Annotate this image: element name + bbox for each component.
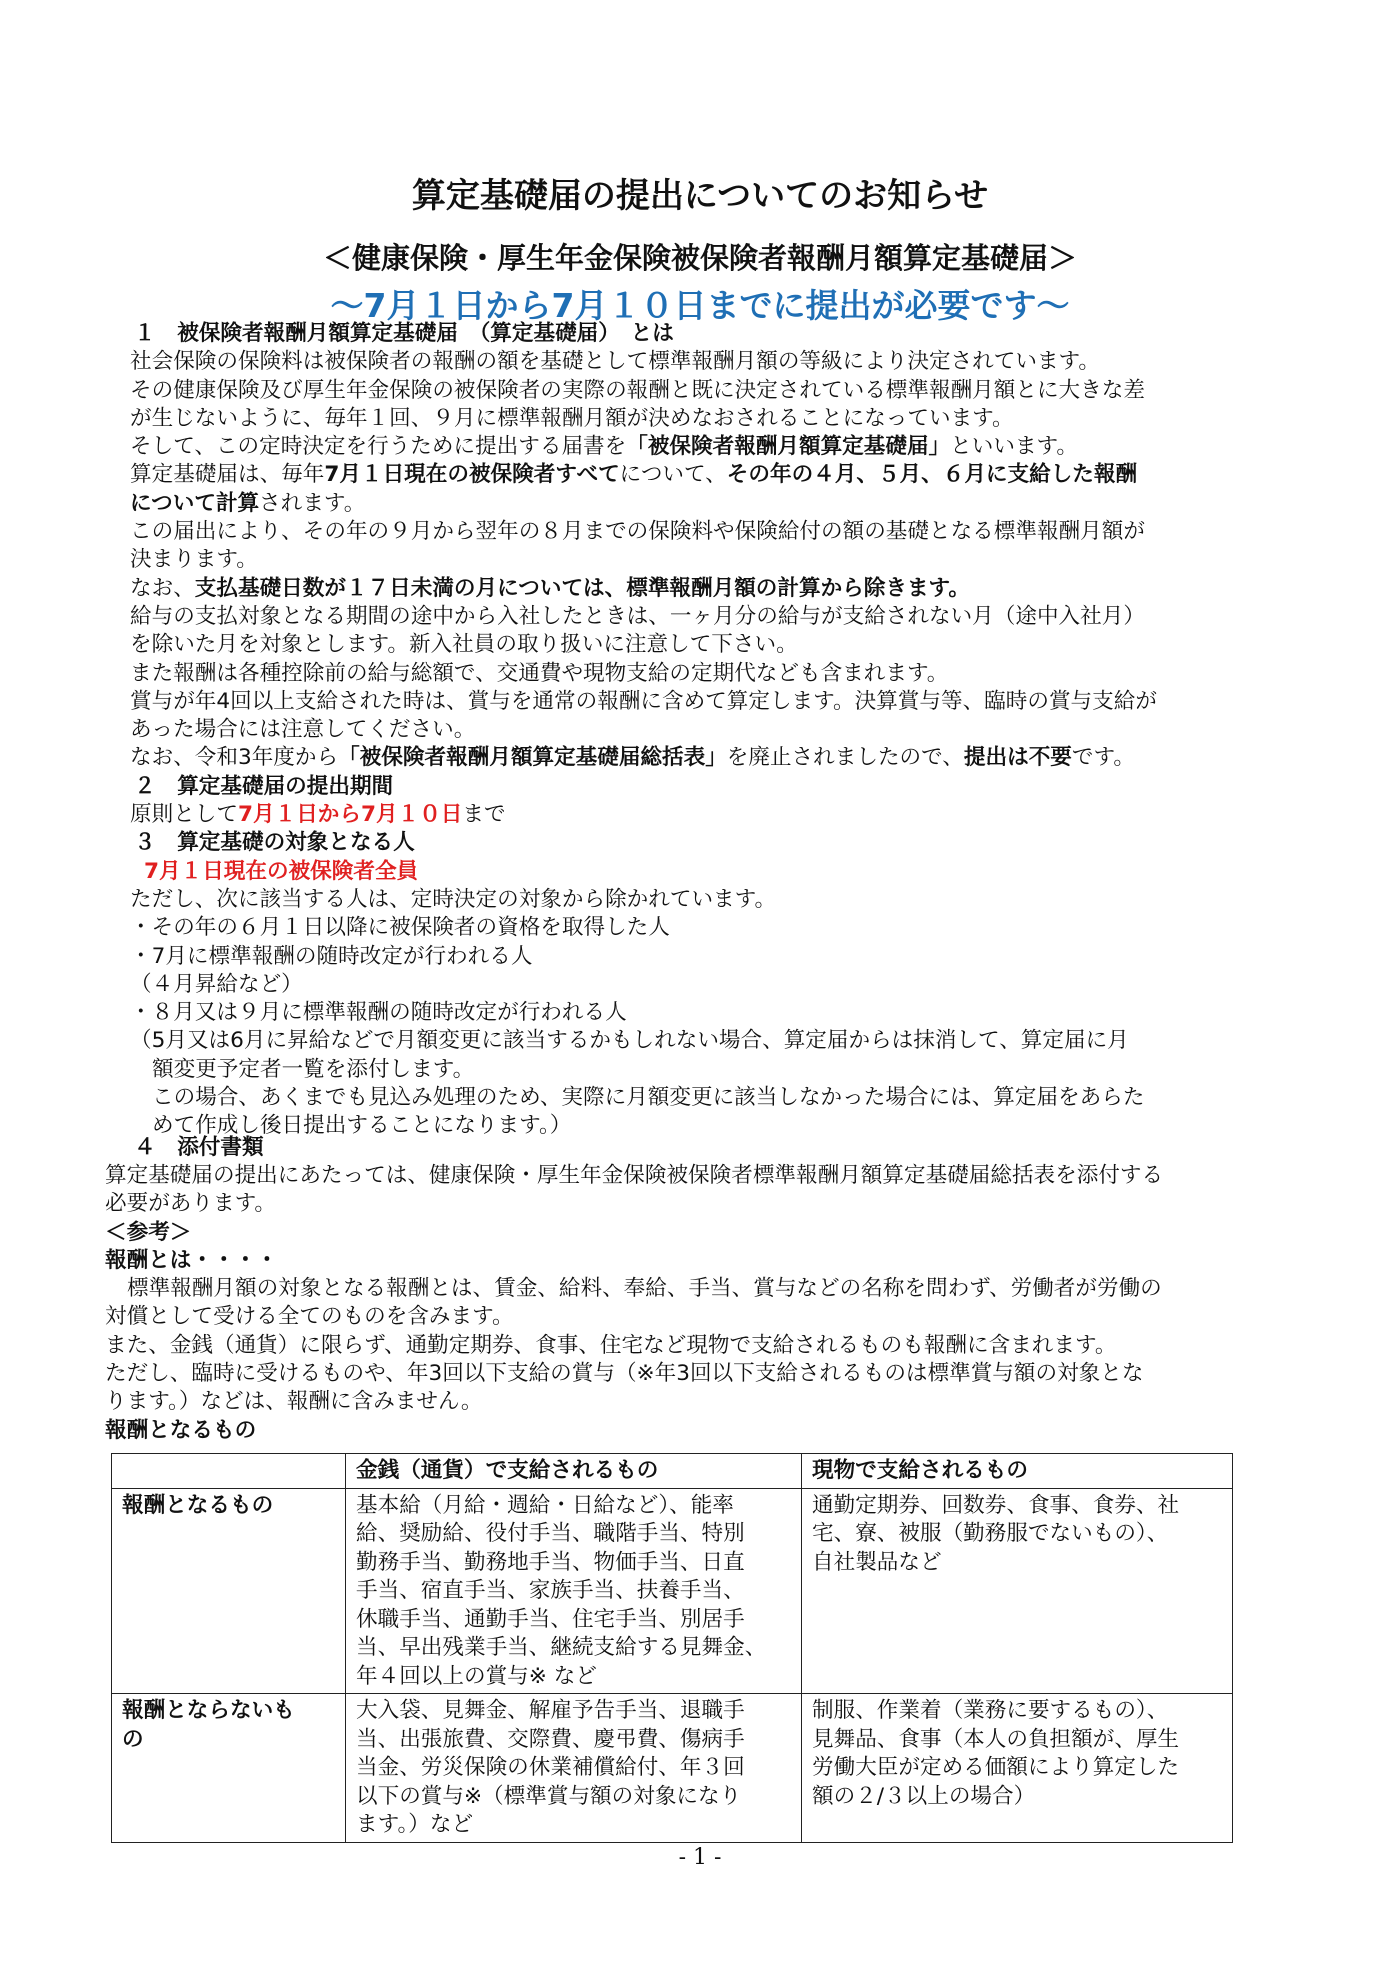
cell-line: 手当、宿直手当、家族手当、扶養手当、 <box>356 1578 745 1603</box>
paragraph <box>130 461 1300 489</box>
bold-text: について計算 <box>130 490 260 516</box>
paragraph: あった場合には注意してください。 <box>130 717 476 743</box>
text: なお、 <box>130 575 195 601</box>
text: を廃止されましたので、 <box>726 745 964 771</box>
paragraph <box>130 490 1300 518</box>
paragraph: 算定基礎届の提出にあたっては、健康保険・厚生年金保険被保険者標準報酬月額算定基礎届総括表を添付する <box>105 1163 1164 1188</box>
paragraph <box>130 575 1300 603</box>
table-header-row <box>112 1454 1233 1489</box>
table-row <box>112 1694 1233 1843</box>
paragraph <box>130 801 1300 829</box>
page-title: 算定基礎届の提出についてのお知らせ <box>411 176 989 216</box>
cell-line: ます。）など <box>356 1812 474 1837</box>
cell-line: 大入袋、見舞金、解雇予告手当、退職手 <box>356 1698 745 1723</box>
cell-line: 制服、作業着（業務に要するもの）、 <box>812 1698 1169 1723</box>
paragraph: 社会保険の保険料は被保険者の報酬の額を基礎として標準報酬月額の等級により決定されています。 <box>130 349 1100 375</box>
text: について、 <box>619 462 727 488</box>
list-item: ・８月又は９月に標準報酬の随時改定が行われる人 <box>130 1000 627 1026</box>
list-item: ・その年の６月１日以降に被保険者の資格を取得した人 <box>130 915 670 941</box>
table-header-empty <box>112 1454 346 1489</box>
highlight-text: 7月１日から7月１０日 <box>237 802 463 828</box>
paragraph: 標準報酬月額の対象となる報酬とは、賃金、給料、奉給、手当、賞与などの名称を問わず、労働者が労働の <box>127 1276 1162 1302</box>
text: そして、この定時決定を行うために提出する届書を <box>130 434 627 460</box>
note: 額変更予定者一覧を添付します。 <box>152 1056 475 1082</box>
cell-line: 通勤定期券、回数券、食事、食券、社 <box>812 1492 1180 1518</box>
page-number: - 1 - <box>678 1845 722 1870</box>
remuneration-table <box>111 1453 1233 1843</box>
section-1-heading: １ 被保険者報酬月額算定基礎届 （算定基礎届） とは <box>134 321 674 346</box>
table-row <box>112 1488 1233 1694</box>
cell-line: 給、奨励給、役付手当、職階手当、特別 <box>356 1521 745 1546</box>
cell-line: 以下の賞与※（標準賞与額の対象になり <box>356 1783 742 1809</box>
cell-line: 当、早出残業手当、継続支給する見舞金、 <box>356 1635 767 1660</box>
reference-body <box>105 1162 1305 1445</box>
table-header-kind: 現物で支給されるもの <box>802 1454 1233 1489</box>
paragraph: また報酬は各種控除前の給与総額で、交通費や現物支給の定期代なども含まれます。 <box>130 660 949 686</box>
bold-text: 「被保険者報酬月額算定基礎届総括表」 <box>338 745 727 771</box>
cell-line: の <box>122 1726 144 1752</box>
list-item: ・7月に標準報酬の随時改定が行われる人 <box>130 943 533 969</box>
text: です。 <box>1071 745 1135 771</box>
note: （5月又は6月に昇給などで月額変更に該当するかもしれない場合、算定届からは抹消して、算定届に月 <box>130 1028 1129 1054</box>
paragraph: その健康保険及び厚生年金保険の被保険者の実際の報酬と既に決定されている標準報酬月額とに大きな差 <box>130 377 1145 403</box>
note: この場合、あくまでも見込み処理のため、実際に月額変更に該当しなかった場合には、算定届をあらた <box>152 1085 1145 1111</box>
bold-text: 支払基礎日数が１７日未満の月については、標準報酬月額の計算から除きます。 <box>194 575 971 601</box>
paragraph: また、金銭（通貨）に限らず、通勤定期券、食事、住宅など現物で支給されるものも報酬に含まれます。 <box>105 1332 1117 1358</box>
section-3-heading: ３ 算定基礎の対象となる人 <box>134 830 415 856</box>
cell-line: 額の２/３以上の場合） <box>812 1783 1036 1809</box>
page-subtitle: ＜健康保険・厚生年金保険被保険者報酬月額算定基礎届＞ <box>322 241 1077 275</box>
text: 算定基礎届は、毎年 <box>130 462 325 488</box>
text: されます。 <box>259 490 366 516</box>
bold-text: 「被保険者報酬月額算定基礎届」 <box>626 434 951 460</box>
paragraph: ります。）などは、報酬に含みません。 <box>105 1389 483 1415</box>
table-caption: 報酬となるもの <box>105 1417 257 1443</box>
cell-money <box>346 1488 802 1694</box>
paragraph: この届出により、その年の９月から翌年の８月までの保険料や保険給付の額の基礎となる標準報酬月額が <box>130 519 1145 545</box>
paragraph: ただし、臨時に受けるものや、年3回以下支給の賞与（※年3回以下支給されるものは標準賞与額の対象とな <box>105 1361 1144 1387</box>
highlight-text: 7月１日現在の被保険者全員 <box>144 858 419 884</box>
reference-subheading: 報酬とは・・・・ <box>105 1247 278 1273</box>
bold-text: その年の４月、５月、６月に支給した報酬 <box>726 462 1138 488</box>
paragraph: 賞与が年4回以上支給された時は、賞与を通常の報酬に含めて算定します。決算賞与等、臨時の賞与支給が <box>130 688 1157 714</box>
row-label <box>112 1694 346 1843</box>
deadline-banner: ～7月１日から7月１０日までに提出が必要です～ <box>330 286 1070 325</box>
cell-line: 労働大臣が定める価額により算定した <box>812 1755 1180 1780</box>
document-body <box>130 320 1300 1141</box>
reference-heading: ＜参考＞ <box>105 1219 192 1245</box>
paragraph: 必要があります。 <box>105 1191 277 1217</box>
bold-text: 提出は不要 <box>963 745 1072 771</box>
paragraph: 決まります。 <box>130 547 258 573</box>
section-2-heading: ２ 算定基礎届の提出期間 <box>134 773 394 799</box>
cell-line: 宅、寮、被服（勤務服でないもの）、 <box>812 1521 1169 1546</box>
cell-line: 見舞品、食事（本人の負担額が、厚生 <box>812 1726 1180 1752</box>
list-item-note: （４月昇給など） <box>130 971 303 997</box>
table-header-money: 金銭（通貨）で支給されるもの <box>346 1454 802 1489</box>
cell-money <box>346 1694 802 1843</box>
paragraph: 給与の支払対象となる期間の途中から入社したときは、一ヶ月分の給与が支給されない月（途中入社月） <box>130 603 1145 629</box>
text: 原則として <box>130 802 238 828</box>
paragraph: が生じないように、毎年１回、９月に標準報酬月額が決めなおされることになっています。 <box>130 405 1014 431</box>
cell-line: 当、出張旅費、交際費、慶弔費、傷病手 <box>356 1726 745 1752</box>
cell-line: 当金、労災保険の休業補償給付、年３回 <box>356 1755 745 1780</box>
section-4-heading: ４ 添付書類 <box>134 1135 264 1160</box>
text: まで <box>462 802 506 828</box>
text: なお、令和3年度から <box>130 745 339 771</box>
paragraph <box>130 433 1300 461</box>
paragraph: ただし、次に該当する人は、定時決定の対象から除かれています。 <box>130 886 777 912</box>
cell-line: 年４回以上の賞与※ など <box>356 1663 597 1689</box>
bold-text: 7月１日現在の被保険者すべて <box>324 462 620 488</box>
row-label: 報酬となるもの <box>112 1488 346 1694</box>
cell-kind <box>802 1488 1233 1694</box>
cell-line: 勤務手当、勤務地手当、物価手当、日直 <box>356 1549 745 1575</box>
cell-line: 休職手当、通勤手当、住宅手当、別居手 <box>356 1606 745 1632</box>
cell-kind <box>802 1694 1233 1843</box>
text: といいます。 <box>950 434 1078 460</box>
cell-line: 基本給（月給・週給・日給など）、能率 <box>356 1492 734 1518</box>
section-4-and-reference <box>130 1134 1300 1162</box>
cell-line: 報酬とならないも <box>122 1698 295 1723</box>
note: めて作成し後日提出することになります。） <box>152 1113 572 1139</box>
paragraph: 対償として受ける全てのものを含みます。 <box>105 1304 514 1330</box>
paragraph: を除いた月を対象とします。新入社員の取り扱いに注意して下さい。 <box>130 632 798 658</box>
cell-line: 自社製品など <box>812 1549 942 1575</box>
paragraph <box>130 744 1300 772</box>
